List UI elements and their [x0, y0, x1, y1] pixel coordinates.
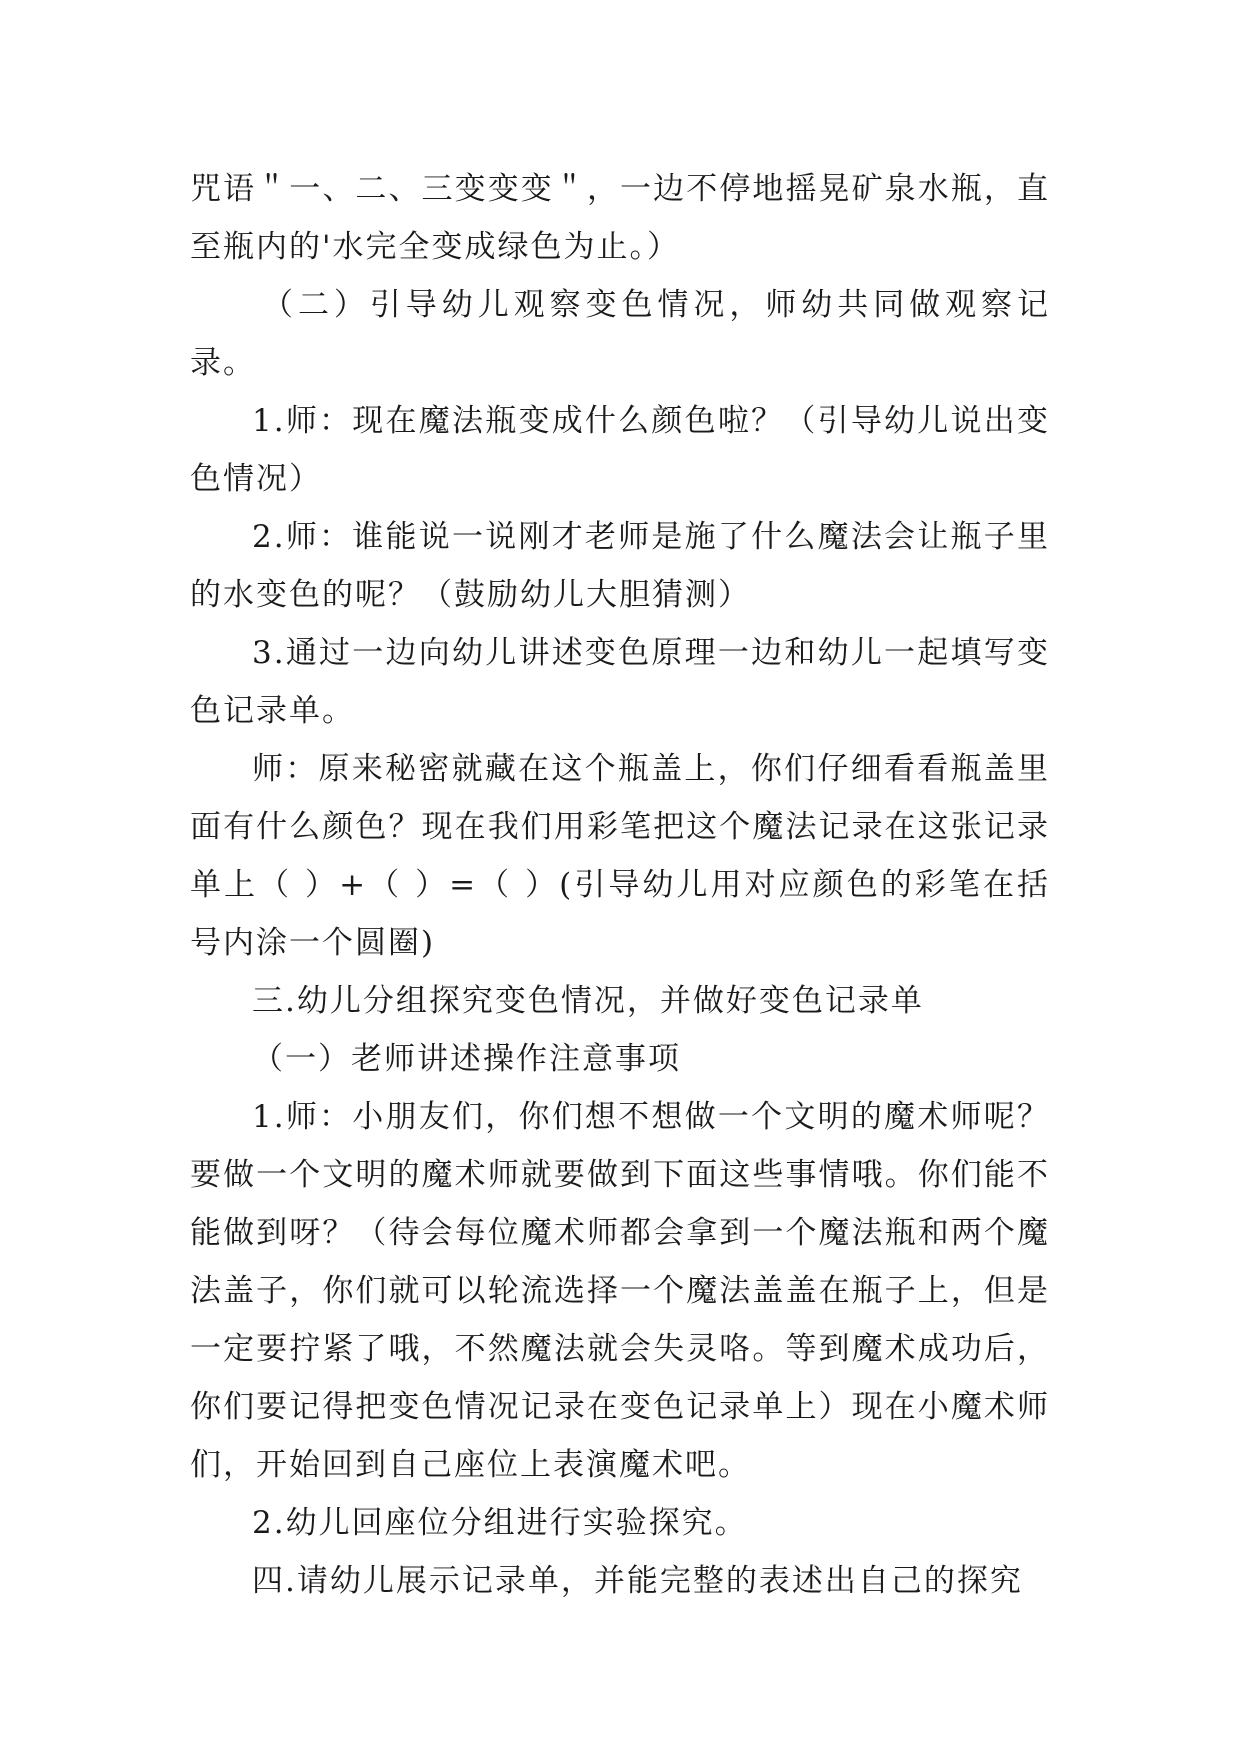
paragraph-continuation: 咒语＂一、二、三变变变＂，一边不停地摇晃矿泉水瓶，直至瓶内的'水完全变成绿色为止。） — [190, 171, 1050, 265]
heading-part-3-sub-1: （一）老师讲述操作注意事项 — [252, 1041, 681, 1077]
paragraph-item-2: 2.师：谁能说一说刚才老师是施了什么魔法会让瓶子里的水变色的呢？（鼓励幼儿大胆猜测） — [190, 519, 1050, 613]
document-body — [190, 160, 1050, 1610]
paragraph-section-2: （二）引导幼儿观察变色情况，师幼共同做观察记录。 — [190, 287, 1050, 381]
paragraph-magician-rules: 1.师：小朋友们，你们想不想做一个文明的魔术师呢？要做一个文明的魔术师就要做到下面这些事情哦。你们能不能做到呀？（待会每位魔术师都会拿到一个魔法瓶和两个魔法盖子，你们就可以轮流选择一个魔法盖盖在瓶子上，但是一定要拧紧了哦，不然魔法就会失灵咯。等到魔术成功后，你们要记得把变色情况记录在变色记录单上）现在小魔术师们，开始回到自己座位上表演魔术吧。 — [190, 1099, 1050, 1483]
heading-part-4: 四.请幼儿展示记录单，并能完整的表述出自己的探究 — [252, 1563, 1023, 1599]
paragraph-item-3: 3.通过一边向幼儿讲述变色原理一边和幼儿一起填写变色记录单。 — [190, 635, 1050, 729]
heading-part-3: 三.幼儿分组探究变色情况，并做好变色记录单 — [252, 983, 924, 1019]
paragraph-teacher-secret: 师：原来秘密就藏在这个瓶盖上，你们仔细看看瓶盖里面有什么颜色？现在我们用彩笔把这个魔法记录在这张记录单上（ ）+（ ）=（ ）(引导幼儿用对应颜色的彩笔在括号内涂一个圆圈) — [190, 751, 1050, 961]
paragraph-group-experiment: 2.幼儿回座位分组进行实验探究。 — [252, 1505, 748, 1541]
paragraph-item-1: 1.师：现在魔法瓶变成什么颜色啦？（引导幼儿说出变色情况） — [190, 403, 1050, 497]
